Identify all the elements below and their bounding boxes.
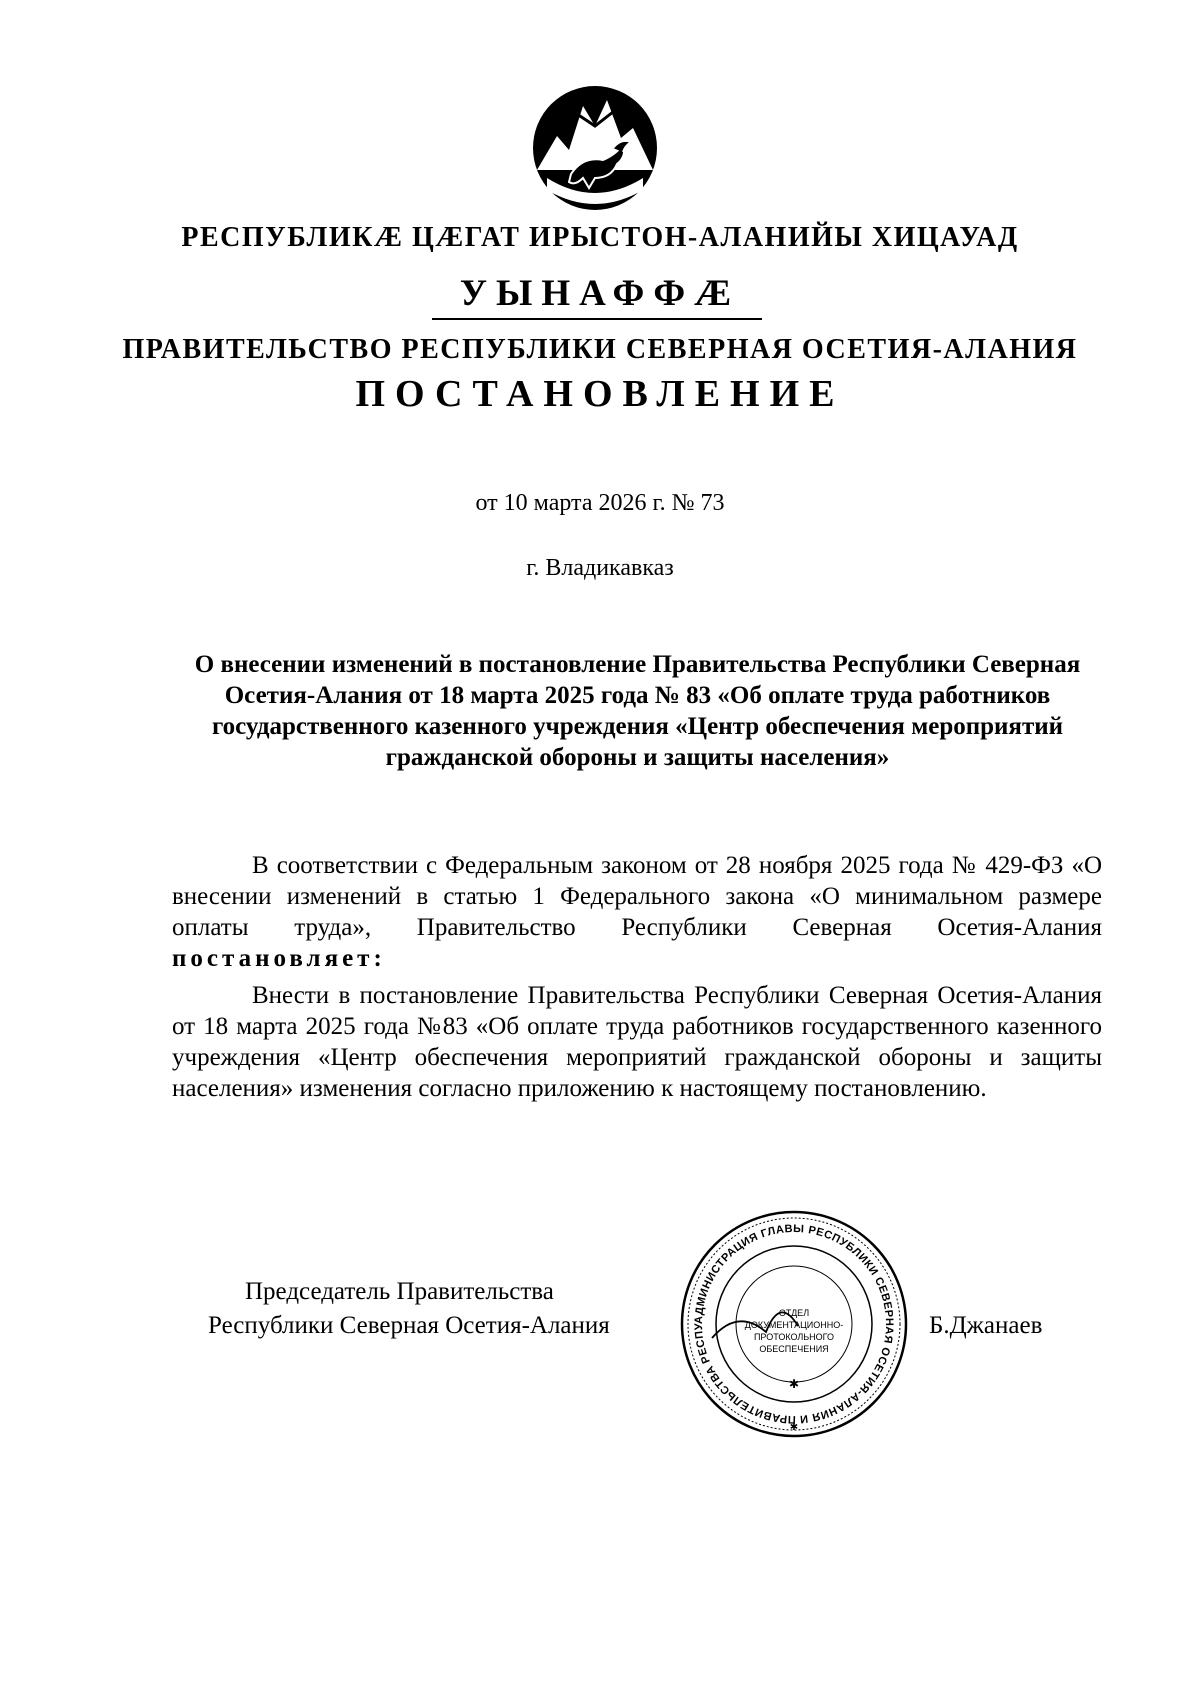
svg-text:✱: ✱ <box>788 1377 800 1391</box>
body-paragraph-1-text: В соответствии с Федеральным законом от 28 ноября 2025 года № 429-ФЗ «О внесении изменений в статью 1 Федерального закона «О минимальном размере оплаты труда», Правительство Республики Северная Осетия-Алания <box>172 852 1102 941</box>
document-title: О внесении изменений в постановление Правительства Республики Северная Осетия-Алания от 18 марта 2025 года № 83 «Об оплате труда работников государственного казенного учреждения «Центр обеспечения мероприятий гражданской обороны и защиты населения» <box>194 651 1081 771</box>
ossetian-government-title: РЕСПУБЛИКӔ ЦӔГАТ ИРЫСТОН-АЛАНИЙЫ ХИЦАУАД <box>181 222 1019 253</box>
stamp-ring-text: АДМИНИСТРАЦИЯ ГЛАВЫ РЕСПУБЛИКИ СЕВЕРНАЯ ОСЕТИЯ-АЛАНИЯ И ПРАВИТЕЛЬСТВА РЕСПУ <box>692 1222 896 1426</box>
header-divider <box>432 318 762 320</box>
document-date-number: от 10 марта 2026 г. № 73 <box>475 490 725 516</box>
svg-text:ДОКУМЕНТАЦИОННО-: ДОКУМЕНТАЦИОННО- <box>744 1320 844 1330</box>
russian-government-title: ПРАВИТЕЛЬСТВО РЕСПУБЛИКИ СЕВЕРНАЯ ОСЕТИЯ-АЛАНИЯ <box>122 334 1078 365</box>
body-paragraph-2: Внести в постановление Правительства Республики Северная Осетия-Алания от 18 марта 2025 года №83 «Об оплате труда работников государственного казенного учреждения «Центр обеспечения мероприятий гражданской обороны и защиты населения» изменения согласно приложению к настоящему постановлению. <box>172 982 1102 1102</box>
signatory-position-line1: Председатель Правительства <box>245 1278 554 1305</box>
svg-text:ОТДЕЛ: ОТДЕЛ <box>778 1308 810 1318</box>
document-city: г. Владикавказ <box>526 555 674 581</box>
signatory-position-line2: Республики Северная Осетия-Алания <box>208 1312 610 1339</box>
svg-text:ПРОТОКОЛЬНОГО: ПРОТОКОЛЬНОГО <box>753 1332 835 1342</box>
svg-text:ОБЕСПЕЧЕНИЯ: ОБЕСПЕЧЕНИЯ <box>759 1344 829 1354</box>
body-paragraph-1 <box>172 850 1102 974</box>
signatory-name: Б.Джанаев <box>929 1312 1043 1339</box>
ossetian-document-type: УЫНАФФӔ <box>459 273 741 314</box>
resolution-keyword: постановляет: <box>172 945 386 972</box>
coat-of-arms-icon <box>525 78 665 218</box>
official-stamp-icon <box>678 1208 910 1440</box>
svg-text:✱: ✱ <box>789 1422 799 1433</box>
russian-document-type: ПОСТАНОВЛЕНИЕ <box>355 373 845 415</box>
